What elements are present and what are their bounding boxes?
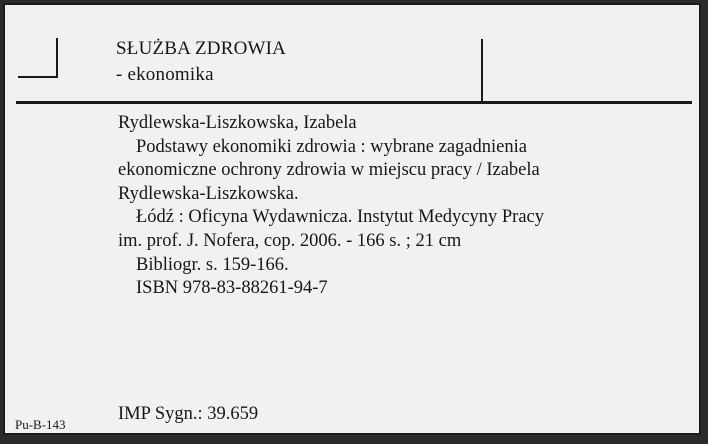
publication-line-1: Łódź : Oficyna Wydawnicza. Instytut Medycyny Pracy (136, 207, 544, 228)
subject-vertical-rule (481, 39, 483, 103)
bibliographic-entry (118, 112, 678, 301)
author-line: Rydlewska-Liszkowska, Izabela (118, 113, 357, 133)
corner-bracket-mark (18, 38, 58, 78)
title-line-2: ekonomiczne ochrony zdrowia w miejscu pracy / Izabela (118, 160, 540, 181)
isbn-line: ISBN 978-83-88261-94-7 (136, 278, 328, 299)
subject-heading-block (116, 36, 286, 88)
publication-line-2: im. prof. J. Nofera, cop. 2006. - 166 s. ; 21 cm (118, 230, 462, 251)
catalog-code: Pu-B-143 (15, 417, 66, 432)
title-line-3: Rydlewska-Liszkowska. (118, 183, 299, 204)
shelf-signature: IMP Sygn.: 39.659 (118, 404, 259, 424)
header-divider (16, 101, 692, 104)
subject-heading: SŁUŻBA ZDROWIA (116, 38, 287, 59)
catalog-card (3, 3, 701, 435)
title-line-1: Podstawy ekonomiki zdrowia : wybrane zagadnienia (136, 136, 527, 157)
subject-subheading: - ekonomika (116, 64, 214, 85)
bibliography-note: Bibliogr. s. 159-166. (136, 254, 289, 275)
